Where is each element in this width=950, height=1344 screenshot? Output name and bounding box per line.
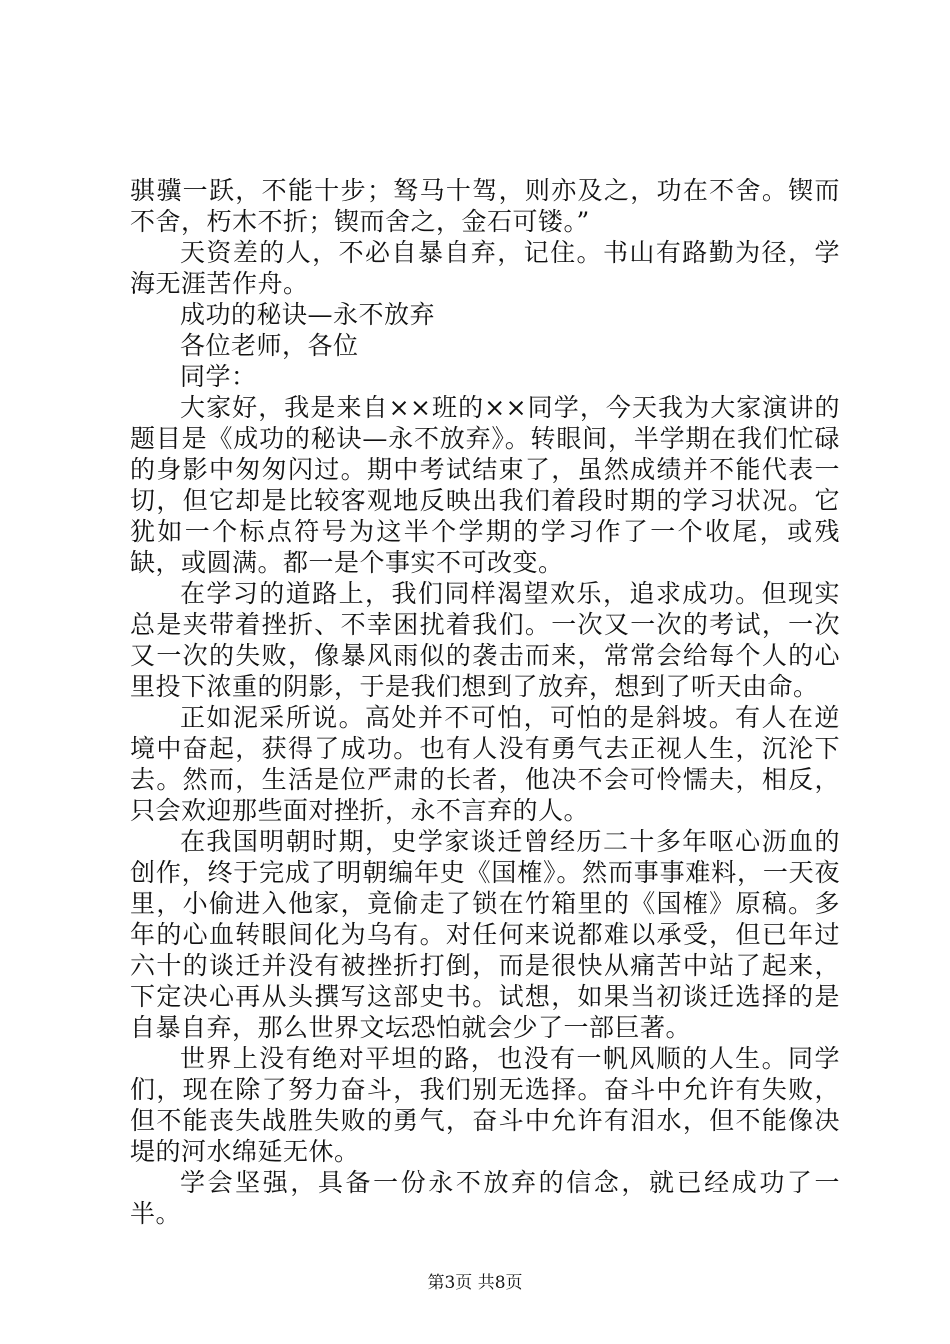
paragraph-continuation: 骐骥一跃，不能十步；驽马十驾，则亦及之，功在不舍。锲而不舍，朽木不折；锲而舍之，金石可镂。” bbox=[130, 176, 840, 236]
paragraph: 在学习的道路上，我们同样渴望欢乐，追求成功。但现实总是夹带着挫折、不幸困扰着我们。一次又一次的考试，一次又一次的失败，像暴风雨似的袭击而来，常常会给每个人的心里投下浓重的阴影，于是我们想到了放弃，想到了听天由命。 bbox=[130, 579, 840, 701]
paragraph: 大家好，我是来自××班的××同学，今天我为大家演讲的题目是《成功的秘诀—永不放弃》。转眼间，半学期在我们忙碌的身影中匆匆闪过。期中考试结束了，虽然成绩并不能代表一切，但它却是比较客观地反映出我们着段时期的学习状况。它犹如一个标点符号为这半个学期的学习作了一个收尾，或残缺，或圆满。都一是个事实不可改变。 bbox=[130, 393, 840, 577]
paragraph: 正如泥采所说。高处并不可怕，可怕的是斜坡。有人在逆境中奋起，获得了成功。也有人没有勇气去正视人生，沉沦下去。然而，生活是位严肃的长者，他决不会可怜懦夫，相反，只会欢迎那些面对挫折，永不言弃的人。 bbox=[130, 703, 840, 825]
section-title: 成功的秘诀—永不放弃 bbox=[180, 300, 436, 329]
page-number-footer: 第3页 共8页 bbox=[427, 1273, 523, 1293]
paragraph: 世界上没有绝对平坦的路，也没有一帆风顺的人生。同学们，现在除了努力奋斗，我们别无选择。奋斗中允许有失败，但不能丧失战胜失败的勇气，奋斗中允许有泪水，但不能像决堤的河水绵延无休。 bbox=[130, 1044, 840, 1166]
paragraph: 天资差的人，不必自暴自弃，记住。书山有路勤为径，学海无涯苦作舟。 bbox=[130, 238, 840, 298]
paragraph: 在我国明朝时期，史学家谈迁曾经历二十多年呕心沥血的创作，终于完成了明朝编年史《国榷》。然而事事难料，一天夜里，小偷进入他家，竟偷走了锁在竹箱里的《国榷》原稿。多年的心血转眼间化为乌有。对任何来说都难以承受，但已年过六十的谈迁并没有被挫折打倒，而是很快从痛苦中站了起来，下定决心再从头撰写这部史书。试想，如果当初谈迁选择的是自暴自弃，那么世界文坛恐怕就会少了一部巨著。 bbox=[130, 827, 840, 1042]
paragraph: 学会坚强，具备一份永不放弃的信念，就已经成功了一半。 bbox=[130, 1168, 840, 1228]
document-body bbox=[130, 175, 840, 1229]
salutation-line: 同学： bbox=[180, 362, 257, 391]
salutation-line: 各位老师，各位 bbox=[180, 331, 359, 360]
